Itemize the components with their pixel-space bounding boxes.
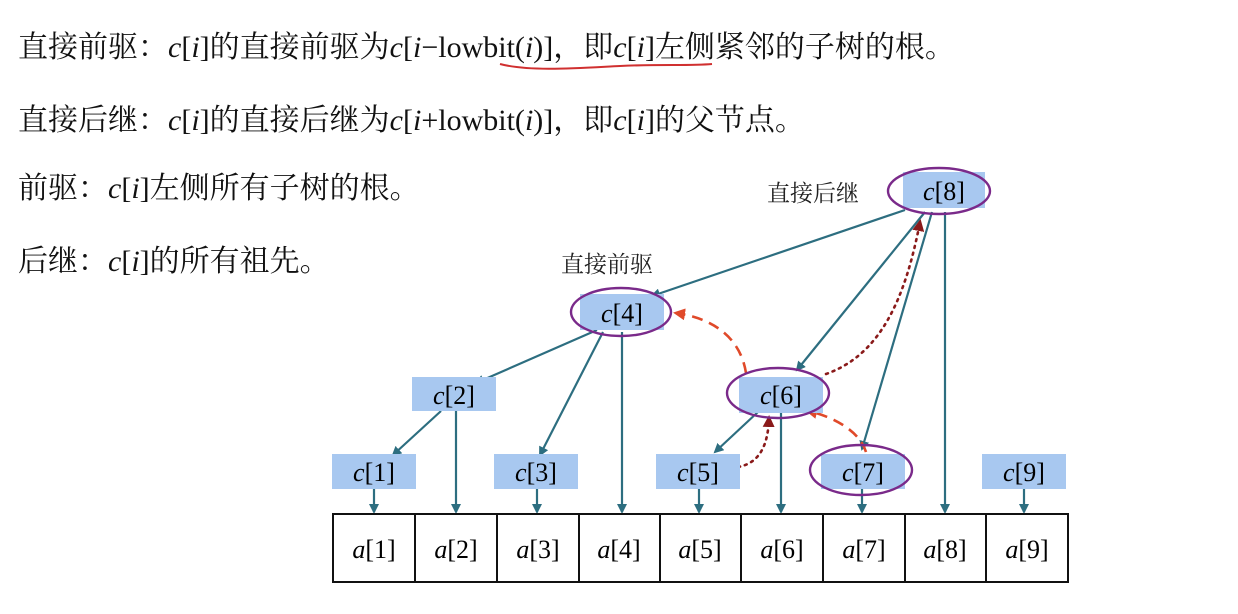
array-cell-a3: a[3]: [516, 535, 560, 564]
definition-predecessor: 前驱：c[i]左侧所有子树的根。: [18, 171, 420, 206]
term-label: 直接后继：: [18, 103, 168, 138]
pred-arrow-c6-c4: [676, 313, 746, 373]
array-cell-a7: a[7]: [842, 535, 886, 564]
label-direct-predecessor: 直接前驱: [561, 252, 653, 278]
node-c4: [580, 294, 664, 330]
node-label: c[9]: [1003, 458, 1045, 487]
node-c1: [332, 454, 416, 489]
node-label: c[4]: [601, 299, 643, 328]
array-cell-a8: a[8]: [923, 535, 967, 564]
array-cell-a2: a[2]: [434, 535, 478, 564]
node-c2: [412, 377, 496, 411]
edge-c6-c5: [715, 411, 759, 452]
edge-c8-c6: [797, 212, 925, 370]
node-label: c[3]: [515, 458, 557, 487]
term-label: 直接前驱：: [18, 30, 168, 65]
node-c8: [903, 172, 985, 208]
label-direct-successor: 直接后继: [767, 181, 859, 207]
node-c7: [821, 454, 905, 489]
node-label: c[6]: [760, 381, 802, 410]
edge-c2-c1: [393, 411, 441, 455]
node-label: c[2]: [433, 381, 475, 410]
node-c9: [982, 454, 1066, 489]
c-nodes: [332, 172, 1066, 489]
array-cell-a9: a[9]: [1005, 535, 1049, 564]
node-c6: [739, 377, 823, 413]
node-c5: [656, 454, 740, 489]
formula-underline: [500, 64, 712, 69]
node-c3: [494, 454, 578, 489]
node-label: c[7]: [842, 458, 884, 487]
array-cell-a6: a[6]: [760, 535, 804, 564]
array-cell-a5: a[5]: [678, 535, 722, 564]
term-label: 前驱：: [18, 171, 108, 206]
a-array: [333, 514, 1068, 582]
definition-direct-predecessor: 直接前驱：c[i]的直接前驱为c[i−lowbit(i)]，即c[i]左侧紧邻的子树的根。: [18, 30, 955, 65]
definition-direct-successor: 直接后继：c[i]的直接后继为c[i+lowbit(i)]，即c[i]的父节点。: [18, 103, 805, 138]
node-label: c[1]: [353, 458, 395, 487]
formula-underlined: c[i−lowbit(i)]: [389, 31, 554, 64]
array-cell-a4: a[4]: [597, 535, 641, 564]
node-label: c[8]: [923, 177, 965, 206]
array-cell-a1: a[1]: [352, 535, 396, 564]
definition-successor: 后继：c[i]的所有祖先。: [18, 244, 330, 279]
edge-c4-c2: [476, 330, 597, 383]
term-label: 后继：: [18, 244, 108, 279]
node-label: c[5]: [677, 458, 719, 487]
